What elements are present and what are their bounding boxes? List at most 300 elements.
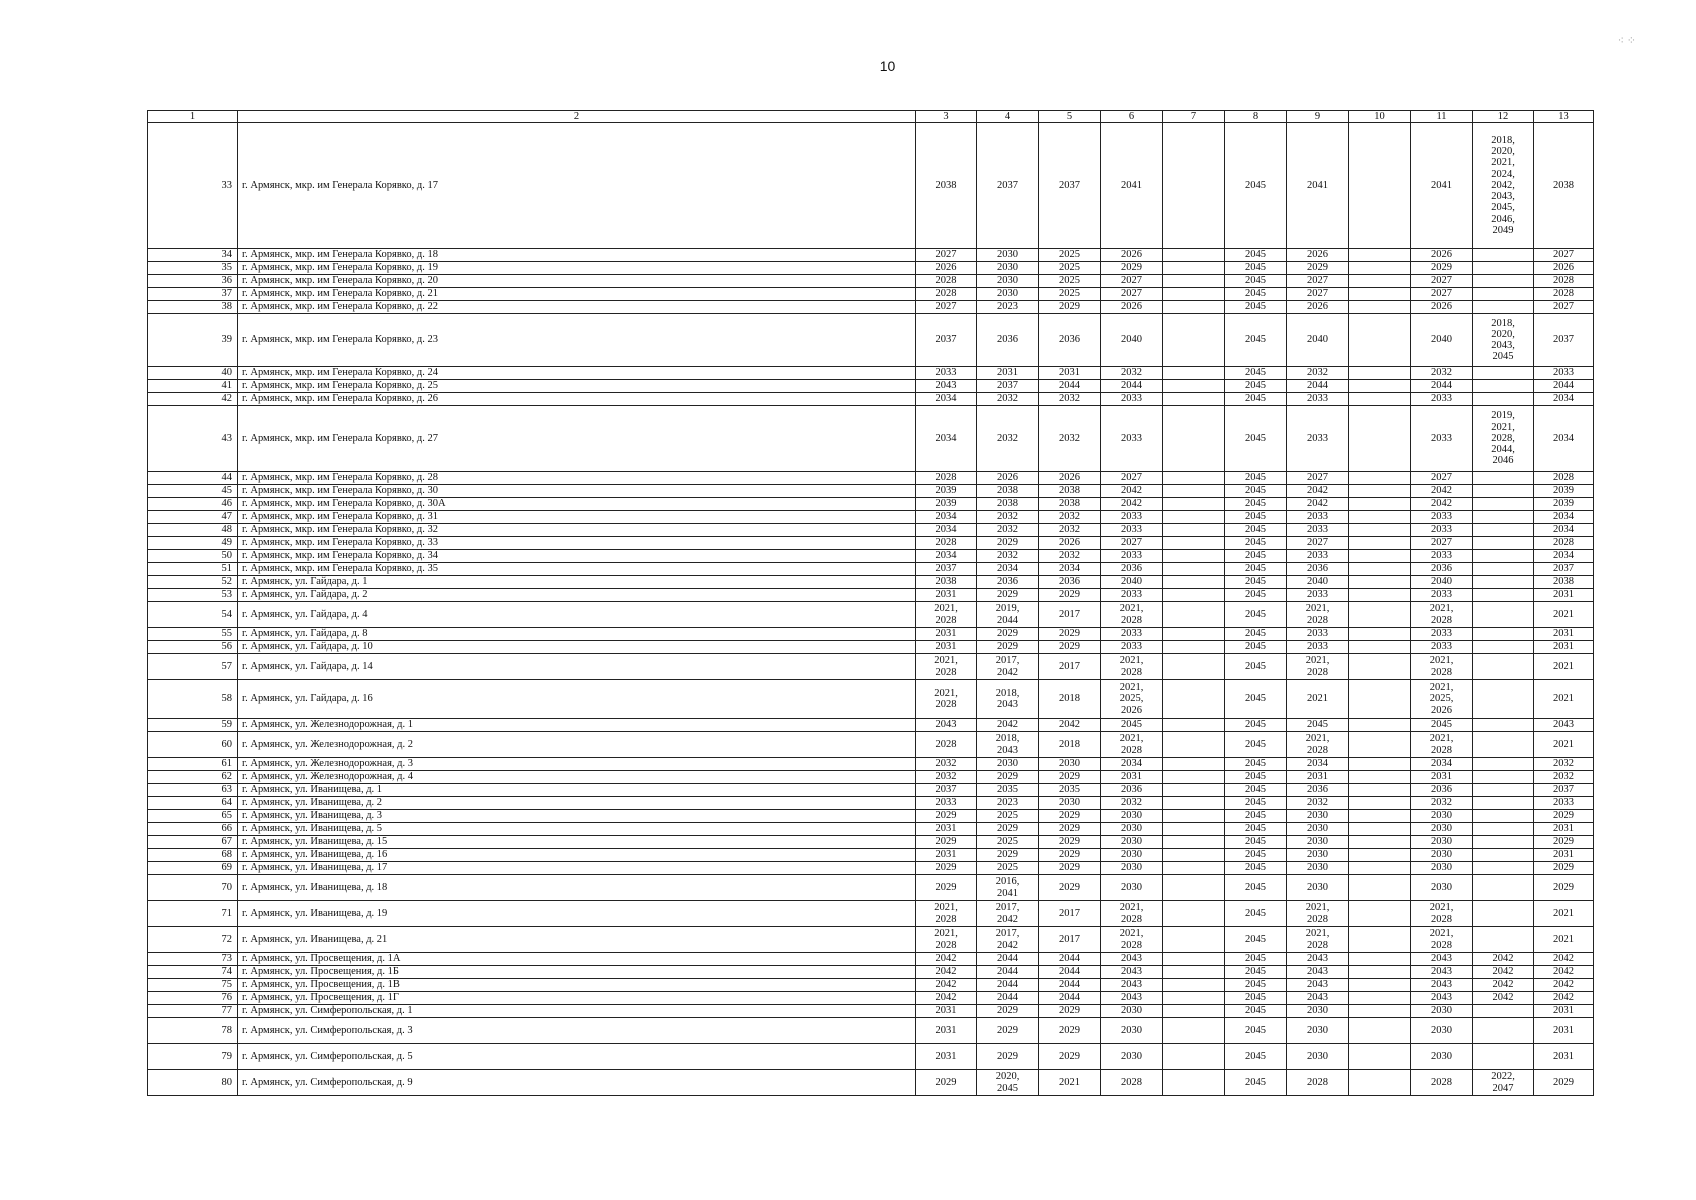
table-row	[148, 823, 1594, 836]
year-cell: 2030	[1101, 1005, 1163, 1018]
year-cell: 2039	[916, 498, 977, 511]
year-cell: 2017, 2042	[977, 901, 1039, 927]
year-cell	[1349, 472, 1411, 485]
row-number-cell: 59	[148, 719, 238, 732]
table-row	[148, 511, 1594, 524]
year-cell: 2021, 2025, 2026	[1411, 680, 1473, 719]
year-cell: 2038	[1534, 123, 1594, 249]
table-row	[148, 992, 1594, 1005]
year-cell: 2027	[1534, 301, 1594, 314]
year-cell: 2029	[1534, 1070, 1594, 1096]
year-cell	[1163, 862, 1225, 875]
year-cell	[1349, 784, 1411, 797]
year-cell: 2045	[1225, 953, 1287, 966]
year-cell	[1473, 875, 1534, 901]
year-cell: 2033	[1287, 406, 1349, 472]
year-cell	[1163, 301, 1225, 314]
year-cell: 2043	[916, 380, 977, 393]
year-cell: 2027	[1101, 288, 1163, 301]
year-cell	[1349, 1044, 1411, 1070]
year-cell: 2028	[916, 275, 977, 288]
year-cell: 2045	[1225, 823, 1287, 836]
year-cell: 2032	[977, 550, 1039, 563]
year-cell: 2030	[1287, 1044, 1349, 1070]
address-cell: г. Армянск, ул. Иванищева, д. 5	[238, 823, 916, 836]
year-cell: 2031	[916, 1044, 977, 1070]
address-cell: г. Армянск, мкр. им Генерала Корявко, д. 26	[238, 393, 916, 406]
year-cell	[1473, 563, 1534, 576]
year-cell: 2045	[1225, 797, 1287, 810]
year-cell	[1349, 875, 1411, 901]
year-cell: 2030	[1101, 1018, 1163, 1044]
year-cell: 2030	[1101, 810, 1163, 823]
year-cell: 2033	[1411, 511, 1473, 524]
year-cell: 2021, 2028	[1101, 901, 1163, 927]
year-cell	[1163, 511, 1225, 524]
year-cell: 2033	[1287, 641, 1349, 654]
row-number-cell: 56	[148, 641, 238, 654]
year-cell: 2035	[1039, 784, 1101, 797]
year-cell: 2031	[1534, 823, 1594, 836]
year-cell: 2043	[1411, 953, 1473, 966]
year-cell: 2042	[1287, 498, 1349, 511]
year-cell: 2031	[1101, 771, 1163, 784]
year-cell	[1349, 862, 1411, 875]
table-row	[148, 641, 1594, 654]
address-cell: г. Армянск, ул. Иванищева, д. 19	[238, 901, 916, 927]
year-cell: 2033	[1411, 628, 1473, 641]
year-cell: 2045	[1225, 472, 1287, 485]
year-cell: 2021	[1534, 602, 1594, 628]
year-cell	[1163, 992, 1225, 1005]
year-cell	[1163, 576, 1225, 589]
year-cell	[1349, 367, 1411, 380]
year-cell	[1349, 849, 1411, 862]
year-cell	[1473, 602, 1534, 628]
year-cell	[1473, 485, 1534, 498]
year-cell: 2033	[1101, 641, 1163, 654]
year-cell: 2029	[977, 1005, 1039, 1018]
year-cell: 2045	[1225, 1018, 1287, 1044]
year-cell: 2036	[1411, 563, 1473, 576]
year-cell: 2040	[1101, 314, 1163, 367]
year-cell: 2034	[1411, 758, 1473, 771]
year-cell: 2029	[1534, 862, 1594, 875]
year-cell: 2033	[1411, 524, 1473, 537]
year-cell: 2027	[916, 301, 977, 314]
year-cell	[1349, 485, 1411, 498]
table-row	[148, 771, 1594, 784]
year-cell: 2036	[1411, 784, 1473, 797]
year-cell: 2045	[1225, 406, 1287, 472]
year-cell: 2042	[1473, 953, 1534, 966]
year-cell: 2043	[1287, 966, 1349, 979]
row-number-cell: 48	[148, 524, 238, 537]
year-cell	[1349, 1070, 1411, 1096]
year-cell: 2029	[1039, 1044, 1101, 1070]
year-cell: 2021, 2028	[1411, 927, 1473, 953]
year-cell	[1163, 953, 1225, 966]
year-cell: 2036	[1101, 784, 1163, 797]
year-cell: 2028	[1534, 288, 1594, 301]
year-cell	[1163, 589, 1225, 602]
year-cell	[1349, 719, 1411, 732]
year-cell: 2043	[1101, 979, 1163, 992]
year-cell: 2033	[1287, 511, 1349, 524]
year-cell: 2040	[1411, 314, 1473, 367]
year-cell: 2032	[1287, 797, 1349, 810]
row-number-cell: 47	[148, 511, 238, 524]
column-header: 12	[1473, 111, 1534, 123]
year-cell: 2036	[1039, 576, 1101, 589]
table-row	[148, 654, 1594, 680]
year-cell: 2034	[916, 550, 977, 563]
year-cell	[1349, 406, 1411, 472]
year-cell	[1473, 654, 1534, 680]
year-cell: 2017	[1039, 901, 1101, 927]
year-cell: 2031	[916, 1005, 977, 1018]
year-cell: 2033	[1287, 524, 1349, 537]
year-cell: 2017	[1039, 927, 1101, 953]
year-cell: 2021, 2028	[916, 602, 977, 628]
table-row	[148, 797, 1594, 810]
year-cell	[1349, 732, 1411, 758]
year-cell: 2043	[1287, 979, 1349, 992]
table-row	[148, 836, 1594, 849]
year-cell	[1163, 1005, 1225, 1018]
year-cell	[1473, 862, 1534, 875]
year-cell: 2029	[1039, 301, 1101, 314]
address-cell: г. Армянск, ул. Гайдара, д. 10	[238, 641, 916, 654]
year-cell: 2029	[1287, 262, 1349, 275]
row-number-cell: 71	[148, 901, 238, 927]
year-cell: 2045	[1225, 758, 1287, 771]
year-cell: 2016, 2041	[977, 875, 1039, 901]
year-cell: 2034	[916, 406, 977, 472]
row-number-cell: 60	[148, 732, 238, 758]
year-cell: 2029	[977, 628, 1039, 641]
year-cell: 2045	[1101, 719, 1163, 732]
year-cell: 2020, 2045	[977, 1070, 1039, 1096]
year-cell: 2043	[1534, 719, 1594, 732]
year-cell: 2027	[1287, 288, 1349, 301]
row-number-cell: 37	[148, 288, 238, 301]
year-cell	[1473, 301, 1534, 314]
year-cell: 2032	[1039, 550, 1101, 563]
year-cell: 2036	[1039, 314, 1101, 367]
year-cell	[1349, 680, 1411, 719]
year-cell: 2045	[1225, 641, 1287, 654]
address-cell: г. Армянск, мкр. им Генерала Корявко, д. 24	[238, 367, 916, 380]
year-cell: 2018, 2020, 2021, 2024, 2042, 2043, 2045, 2046, 2049	[1473, 123, 1534, 249]
row-number-cell: 69	[148, 862, 238, 875]
year-cell: 2023	[977, 301, 1039, 314]
year-cell: 2029	[916, 1070, 977, 1096]
year-cell: 2042	[916, 979, 977, 992]
year-cell	[1473, 836, 1534, 849]
year-cell: 2038	[1534, 576, 1594, 589]
year-cell: 2045	[1287, 719, 1349, 732]
table-row	[148, 249, 1594, 262]
year-cell	[1473, 589, 1534, 602]
year-cell: 2025	[1039, 288, 1101, 301]
year-cell: 2045	[1225, 275, 1287, 288]
year-cell: 2032	[1287, 367, 1349, 380]
year-cell: 2030	[1287, 810, 1349, 823]
address-cell: г. Армянск, ул. Просвещения, д. 1Б	[238, 966, 916, 979]
year-cell: 2044	[1411, 380, 1473, 393]
year-cell	[1163, 537, 1225, 550]
row-number-cell: 53	[148, 589, 238, 602]
year-cell: 2027	[1534, 249, 1594, 262]
year-cell: 2029	[1534, 875, 1594, 901]
year-cell	[1473, 367, 1534, 380]
year-cell	[1163, 1070, 1225, 1096]
table-row	[148, 719, 1594, 732]
year-cell: 2026	[1101, 249, 1163, 262]
row-number-cell: 50	[148, 550, 238, 563]
table-row	[148, 1005, 1594, 1018]
header-row	[148, 111, 1594, 123]
year-cell: 2029	[1101, 262, 1163, 275]
year-cell: 2042	[1411, 485, 1473, 498]
row-number-cell: 34	[148, 249, 238, 262]
year-cell: 2029	[977, 823, 1039, 836]
year-cell: 2042	[1473, 966, 1534, 979]
year-cell: 2037	[1534, 784, 1594, 797]
address-cell: г. Армянск, ул. Иванищева, д. 1	[238, 784, 916, 797]
table-row	[148, 680, 1594, 719]
year-cell	[1473, 262, 1534, 275]
year-cell: 2033	[1101, 511, 1163, 524]
year-cell: 2041	[1101, 123, 1163, 249]
year-cell: 2038	[916, 576, 977, 589]
year-cell	[1473, 288, 1534, 301]
year-cell	[1349, 550, 1411, 563]
year-cell: 2045	[1225, 862, 1287, 875]
year-cell	[1163, 1044, 1225, 1070]
year-cell: 2045	[1225, 875, 1287, 901]
year-cell	[1163, 262, 1225, 275]
year-cell: 2033	[1101, 393, 1163, 406]
year-cell: 2030	[1039, 758, 1101, 771]
year-cell: 2043	[1411, 992, 1473, 1005]
year-cell: 2034	[916, 393, 977, 406]
year-cell: 2025	[977, 836, 1039, 849]
year-cell: 2030	[1411, 810, 1473, 823]
year-cell	[1473, 472, 1534, 485]
table-row	[148, 901, 1594, 927]
year-cell	[1349, 927, 1411, 953]
year-cell: 2018, 2043	[977, 680, 1039, 719]
year-cell: 2021, 2028	[1101, 732, 1163, 758]
year-cell	[1473, 537, 1534, 550]
year-cell: 2017, 2042	[977, 654, 1039, 680]
year-cell: 2027	[1287, 537, 1349, 550]
year-cell: 2033	[1287, 550, 1349, 563]
year-cell: 2030	[1287, 862, 1349, 875]
year-cell	[1163, 966, 1225, 979]
year-cell: 2021	[1039, 1070, 1101, 1096]
address-cell: г. Армянск, ул. Гайдара, д. 16	[238, 680, 916, 719]
year-cell: 2042	[977, 719, 1039, 732]
year-cell: 2030	[1411, 1005, 1473, 1018]
address-cell: г. Армянск, мкр. им Генерала Корявко, д. 19	[238, 262, 916, 275]
column-header: 8	[1225, 111, 1287, 123]
year-cell: 2032	[1411, 797, 1473, 810]
address-cell: г. Армянск, мкр. им Генерала Корявко, д. 21	[238, 288, 916, 301]
year-cell: 2032	[977, 393, 1039, 406]
year-cell: 2018	[1039, 732, 1101, 758]
year-cell: 2033	[916, 797, 977, 810]
year-cell: 2028	[1411, 1070, 1473, 1096]
year-cell: 2033	[1101, 406, 1163, 472]
year-cell	[1349, 589, 1411, 602]
year-cell: 2021	[1534, 927, 1594, 953]
year-cell	[1473, 275, 1534, 288]
year-cell	[1163, 758, 1225, 771]
year-cell: 2042	[1534, 979, 1594, 992]
table-row	[148, 849, 1594, 862]
year-cell: 2028	[916, 472, 977, 485]
row-number-cell: 67	[148, 836, 238, 849]
table-row	[148, 262, 1594, 275]
year-cell: 2029	[1039, 641, 1101, 654]
year-cell: 2029	[977, 1044, 1039, 1070]
year-cell: 2032	[977, 524, 1039, 537]
year-cell: 2022, 2047	[1473, 1070, 1534, 1096]
year-cell: 2045	[1225, 314, 1287, 367]
year-cell: 2045	[1225, 498, 1287, 511]
year-cell: 2031	[916, 1018, 977, 1044]
year-cell: 2041	[1411, 123, 1473, 249]
year-cell: 2027	[1101, 537, 1163, 550]
address-cell: г. Армянск, мкр. им Генерала Корявко, д. 20	[238, 275, 916, 288]
year-cell: 2033	[1534, 797, 1594, 810]
year-cell	[1349, 537, 1411, 550]
year-cell: 2045	[1225, 380, 1287, 393]
year-cell	[1163, 314, 1225, 367]
year-cell	[1349, 393, 1411, 406]
year-cell: 2045	[1225, 1070, 1287, 1096]
year-cell: 2017	[1039, 602, 1101, 628]
table-row	[148, 927, 1594, 953]
year-cell: 2045	[1225, 367, 1287, 380]
row-number-cell: 62	[148, 771, 238, 784]
year-cell: 2038	[1039, 498, 1101, 511]
year-cell: 2032	[1039, 406, 1101, 472]
year-cell: 2045	[1411, 719, 1473, 732]
table-row	[148, 550, 1594, 563]
address-cell: г. Армянск, ул. Просвещения, д. 1Г	[238, 992, 916, 1005]
year-cell: 2037	[1039, 123, 1101, 249]
year-cell: 2034	[1039, 563, 1101, 576]
column-header: 11	[1411, 111, 1473, 123]
year-cell: 2044	[977, 953, 1039, 966]
year-cell: 2026	[1534, 262, 1594, 275]
year-cell: 2028	[916, 732, 977, 758]
year-cell	[1473, 249, 1534, 262]
year-cell: 2018, 2043	[977, 732, 1039, 758]
year-cell: 2021, 2028	[1411, 654, 1473, 680]
year-cell: 2045	[1225, 784, 1287, 797]
year-cell: 2045	[1225, 393, 1287, 406]
year-cell: 2029	[1534, 810, 1594, 823]
year-cell	[1349, 992, 1411, 1005]
year-cell	[1163, 680, 1225, 719]
row-number-cell: 44	[148, 472, 238, 485]
year-cell	[1349, 249, 1411, 262]
year-cell	[1163, 810, 1225, 823]
year-cell: 2029	[1039, 810, 1101, 823]
year-cell: 2032	[1534, 771, 1594, 784]
year-cell: 2037	[916, 784, 977, 797]
year-cell: 2042	[1534, 966, 1594, 979]
year-cell: 2033	[1101, 524, 1163, 537]
address-cell: г. Армянск, мкр. им Генерала Корявко, д. 33	[238, 537, 916, 550]
year-cell	[1163, 602, 1225, 628]
column-header: 1	[148, 111, 238, 123]
year-cell: 2025	[977, 862, 1039, 875]
table-row	[148, 406, 1594, 472]
address-cell: г. Армянск, ул. Иванищева, д. 16	[238, 849, 916, 862]
year-cell: 2032	[1534, 758, 1594, 771]
year-cell: 2043	[916, 719, 977, 732]
table-row	[148, 524, 1594, 537]
year-cell	[1473, 1005, 1534, 1018]
table-row	[148, 498, 1594, 511]
year-cell: 2043	[1287, 953, 1349, 966]
year-cell: 2031	[1039, 367, 1101, 380]
year-cell	[1163, 249, 1225, 262]
table-row	[148, 301, 1594, 314]
year-cell: 2021	[1534, 901, 1594, 927]
year-cell: 2031	[916, 628, 977, 641]
year-cell	[1163, 719, 1225, 732]
year-cell: 2045	[1225, 1005, 1287, 1018]
year-cell: 2042	[1534, 953, 1594, 966]
year-cell	[1163, 524, 1225, 537]
column-header: 6	[1101, 111, 1163, 123]
address-cell: г. Армянск, мкр. им Генерала Корявко, д. 30А	[238, 498, 916, 511]
row-number-cell: 45	[148, 485, 238, 498]
year-cell	[1349, 314, 1411, 367]
table-row	[148, 862, 1594, 875]
year-cell: 2030	[1287, 875, 1349, 901]
row-number-cell: 72	[148, 927, 238, 953]
year-cell: 2030	[1101, 875, 1163, 901]
year-cell	[1473, 1044, 1534, 1070]
year-cell	[1349, 1005, 1411, 1018]
year-cell: 2027	[1411, 537, 1473, 550]
year-cell: 2033	[1287, 393, 1349, 406]
year-cell: 2030	[1411, 823, 1473, 836]
year-cell: 2030	[977, 275, 1039, 288]
row-number-cell: 58	[148, 680, 238, 719]
row-number-cell: 41	[148, 380, 238, 393]
table-row	[148, 875, 1594, 901]
year-cell	[1349, 966, 1411, 979]
row-number-cell: 54	[148, 602, 238, 628]
address-cell: г. Армянск, ул. Железнодорожная, д. 4	[238, 771, 916, 784]
year-cell: 2036	[977, 576, 1039, 589]
year-cell: 2044	[977, 966, 1039, 979]
year-cell: 2030	[1411, 836, 1473, 849]
year-cell: 2031	[916, 641, 977, 654]
year-cell: 2021, 2028	[1287, 732, 1349, 758]
year-cell: 2044	[1534, 380, 1594, 393]
year-cell	[1349, 901, 1411, 927]
